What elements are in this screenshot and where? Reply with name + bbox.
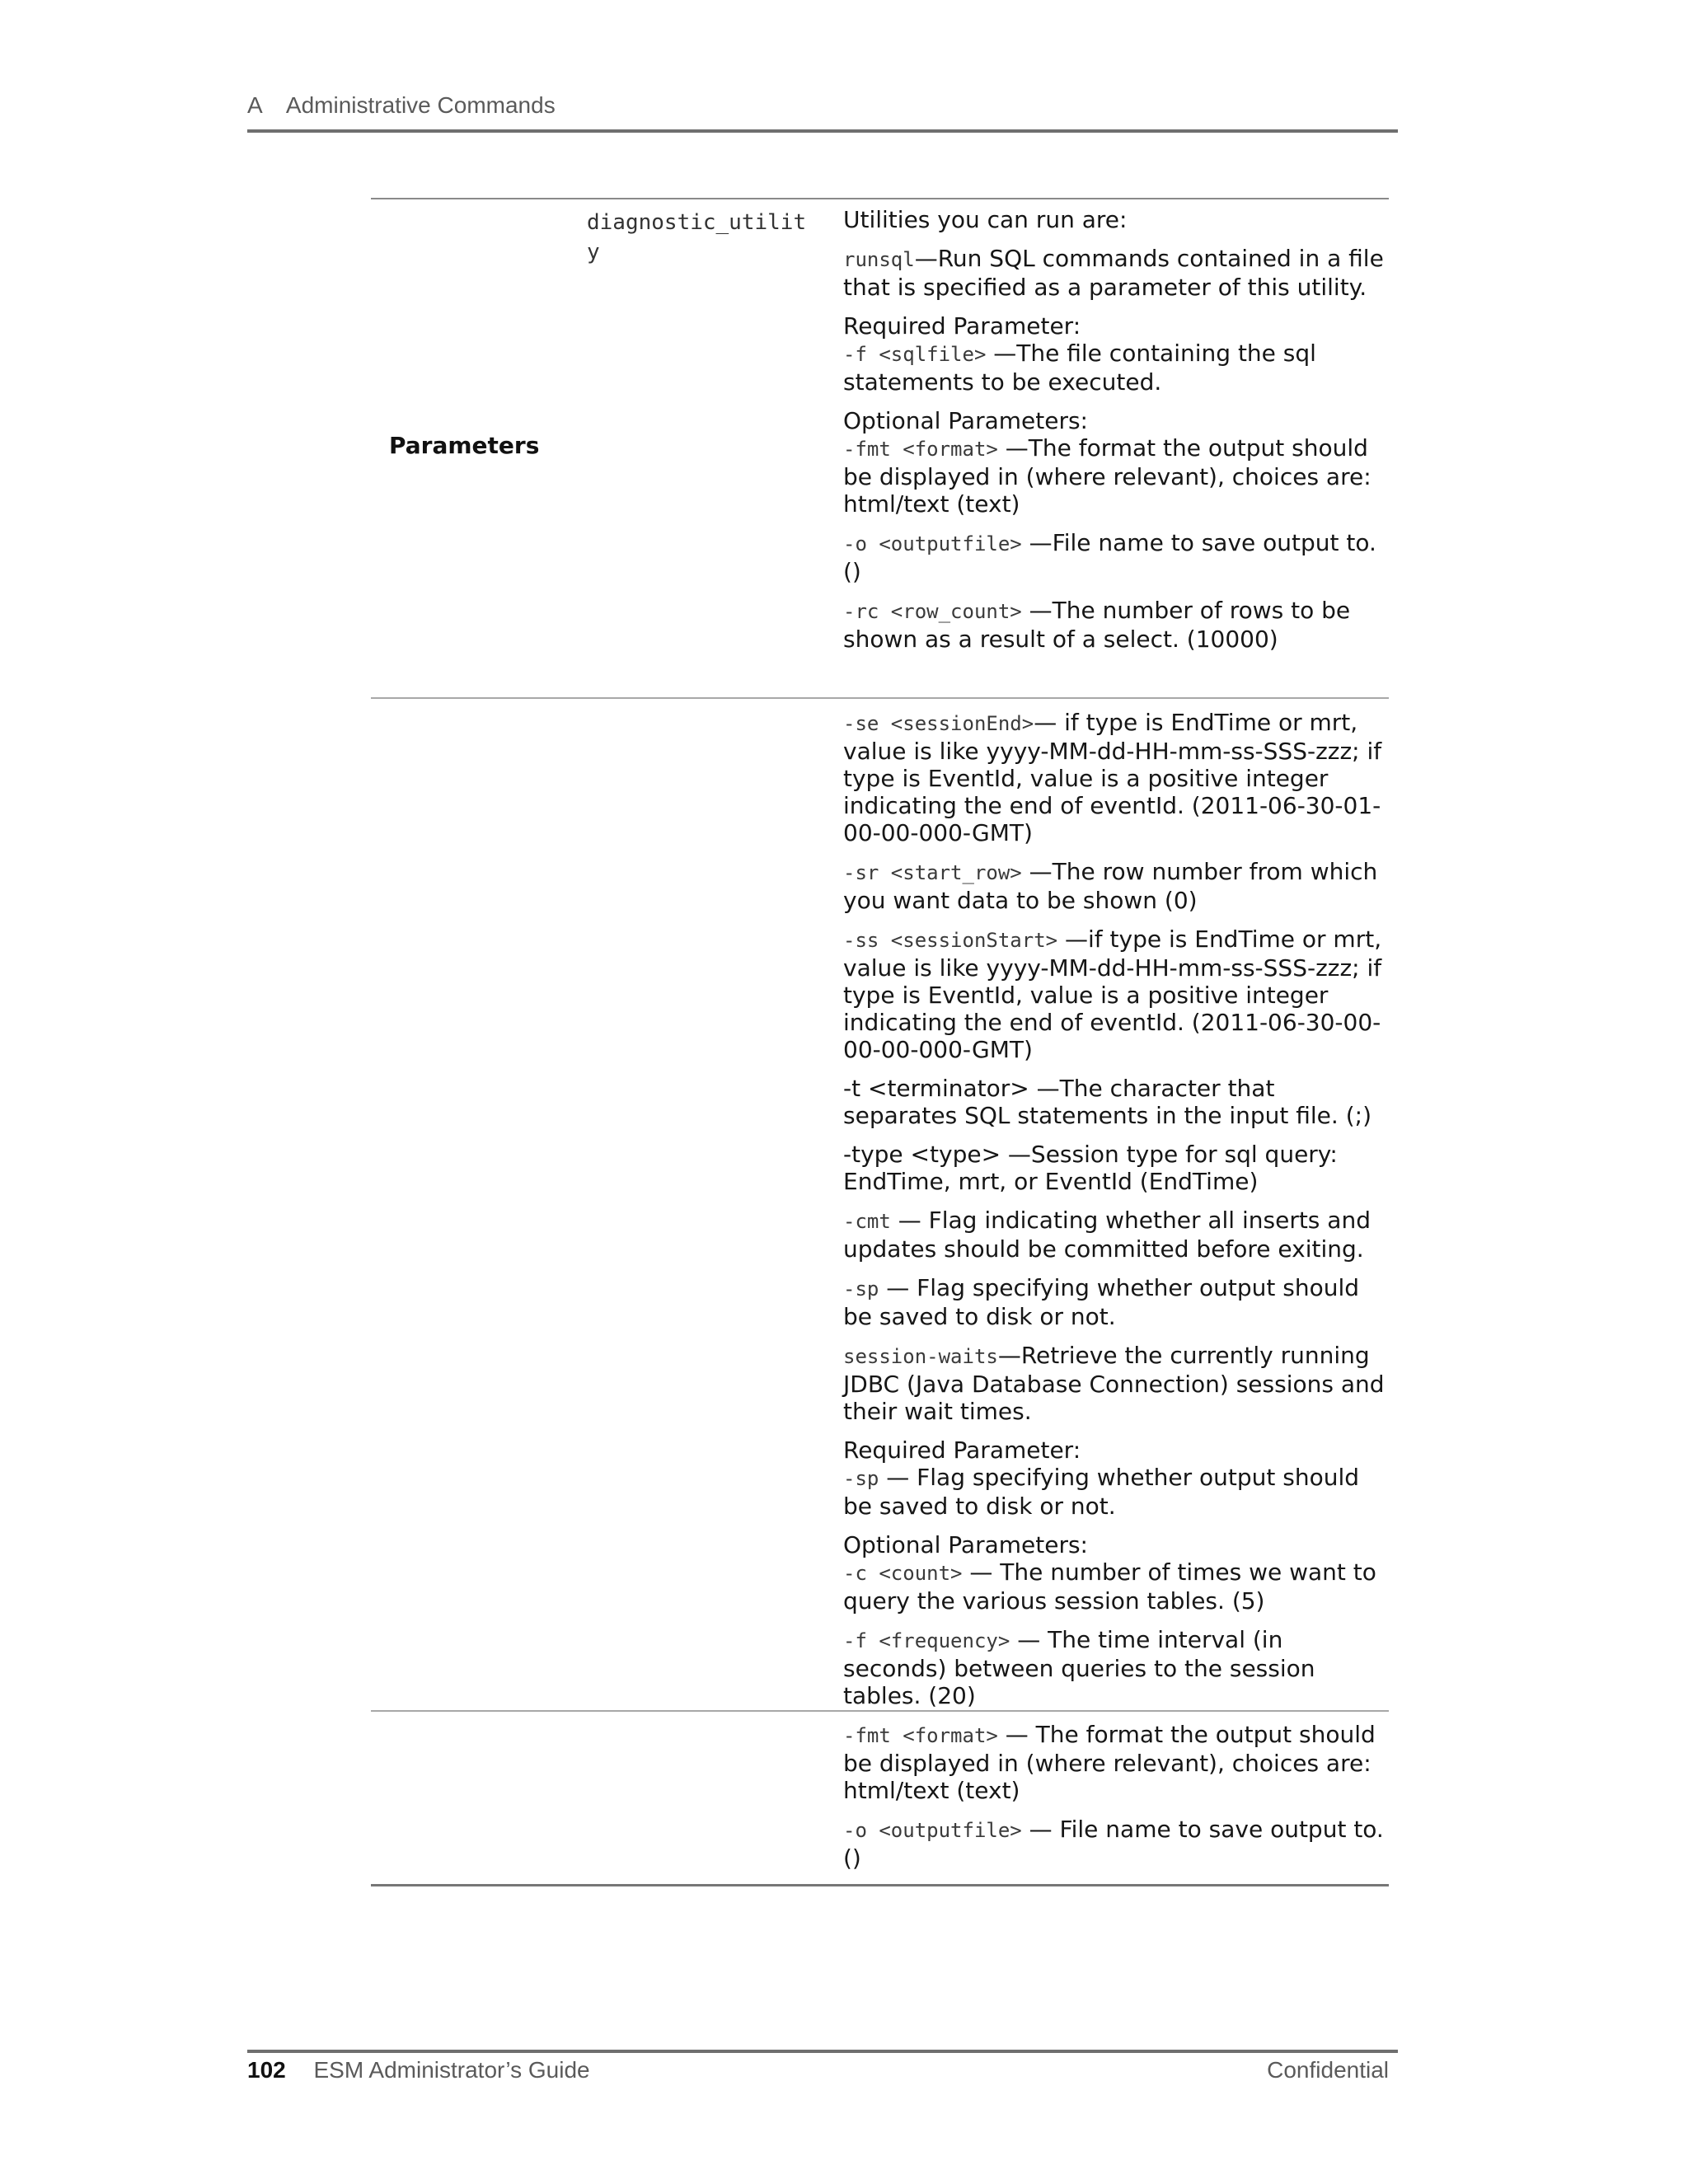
runsql-optional bbox=[843, 407, 1387, 518]
footer-rule bbox=[247, 2050, 1398, 2053]
utilities-intro: Utilities you can run are: bbox=[843, 206, 1128, 233]
page-footer bbox=[247, 2057, 1389, 2090]
outputfile-flag: -o <outputfile> bbox=[843, 532, 1022, 555]
session-start-flag: -ss <sessionStart> bbox=[843, 929, 1058, 952]
required-label: Required Parameter: bbox=[843, 312, 1081, 340]
format-entry-2 bbox=[843, 1721, 1387, 1804]
commit-entry bbox=[843, 1207, 1387, 1263]
runsql-entry bbox=[843, 245, 1387, 301]
confidential-label: Confidential bbox=[1267, 2057, 1389, 2083]
sqlfile-description: —The file containing the sql statements to be executed. bbox=[843, 340, 1316, 396]
format-flag: -fmt <format> bbox=[843, 438, 998, 461]
parameters-label: Parameters bbox=[389, 432, 540, 459]
save-output-flag: -sp bbox=[843, 1277, 879, 1301]
outputfile-entry-2 bbox=[843, 1816, 1387, 1872]
commit-description: — Flag indicating whether all inserts and updates should be committed before exiting. bbox=[843, 1207, 1371, 1263]
table-cell-block-1 bbox=[843, 206, 1387, 664]
row-count-description: —The number of rows to be shown as a result of a select. (10000) bbox=[843, 597, 1351, 653]
start-row-entry bbox=[843, 858, 1387, 914]
row-count-flag: -rc <row_count> bbox=[843, 600, 1022, 623]
session-start-description: —if type is EndTime or mrt, value is like yyyy-MM-dd-HH-mm-ss-SSS-zzz; if type is EventId, value is a positive integer indicating the end of eventId. (2011-06-30-00-00-00-000-GMT) bbox=[843, 926, 1382, 1063]
start-row-description: —The row number from which you want data to be shown (0) bbox=[843, 858, 1378, 914]
header-rule bbox=[247, 129, 1398, 133]
optional-label: Optional Parameters: bbox=[843, 1531, 1088, 1558]
running-header bbox=[247, 92, 1398, 119]
type-entry: -type <type> —Session type for sql query: EndTime, mrt, or EventId (EndTime) bbox=[843, 1141, 1338, 1195]
format-description-2: — The format the output should be displayed in (where relevant), choices are: html/text (text) bbox=[843, 1721, 1376, 1804]
session-end-description: — if type is EndTime or mrt, value is like yyyy-MM-dd-HH-mm-ss-SSS-zzz; if type is EventId, value is a positive integer indicating the end of eventId. (2011-06-30-01-00-00-000-GMT) bbox=[843, 709, 1382, 846]
runsql-required bbox=[843, 312, 1387, 396]
row-count-entry bbox=[843, 597, 1387, 653]
outputfile-flag-2: -o <outputfile> bbox=[843, 1819, 1022, 1842]
count-description: — The number of times we want to query the various session tables. (5) bbox=[843, 1558, 1376, 1615]
optional-label: Optional Parameters: bbox=[843, 407, 1088, 434]
page-number: 102 bbox=[247, 2057, 286, 2083]
session-waits-optional bbox=[843, 1531, 1387, 1615]
table-row-rule-2 bbox=[371, 1710, 1389, 1712]
session-waits-required bbox=[843, 1436, 1387, 1520]
start-row-flag: -sr <start_row> bbox=[843, 861, 1022, 884]
session-end-flag: -se <sessionEnd> bbox=[843, 712, 1034, 735]
table-top-rule bbox=[371, 198, 1389, 199]
appendix-letter: A bbox=[247, 92, 263, 118]
sqlfile-flag: -f <sqlfile> bbox=[843, 343, 987, 366]
outputfile-description-2: — File name to save output to. () bbox=[843, 1816, 1384, 1872]
parameter-name: diagnostic_utility bbox=[587, 210, 807, 265]
save-output-description: — Flag specifying whether output should be saved to disk or not. bbox=[843, 1274, 1360, 1330]
format-flag-2: -fmt <format> bbox=[843, 1724, 998, 1747]
save-output-description-2: — Flag specifying whether output should be saved to disk or not. bbox=[843, 1464, 1360, 1520]
outputfile-description: —File name to save output to. () bbox=[843, 529, 1376, 585]
session-waits-description: —Retrieve the currently running JDBC (Java Database Connection) sessions and their wait times. bbox=[843, 1342, 1385, 1425]
session-waits-command: session-waits bbox=[843, 1345, 998, 1368]
table-cell-block-3 bbox=[843, 1721, 1387, 1872]
format-description: —The format the output should be displayed in (where relevant), choices are: html/text (text) bbox=[843, 434, 1372, 518]
commit-flag: -cmt bbox=[843, 1210, 891, 1233]
appendix-title: Administrative Commands bbox=[285, 92, 556, 118]
guide-title: ESM Administrator’s Guide bbox=[313, 2057, 590, 2083]
table-row-rule bbox=[371, 697, 1389, 699]
table-cell-block-2 bbox=[843, 709, 1387, 1709]
frequency-entry bbox=[843, 1626, 1387, 1709]
session-end-entry bbox=[843, 709, 1387, 846]
save-output-flag-2: -sp bbox=[843, 1467, 879, 1490]
frequency-flag: -f <frequency> bbox=[843, 1629, 1010, 1652]
save-output-entry bbox=[843, 1274, 1387, 1330]
terminator-entry: -t <terminator> —The character that separates SQL statements in the input file. (;) bbox=[843, 1075, 1372, 1129]
session-start-entry bbox=[843, 926, 1387, 1063]
runsql-description: —Run SQL commands contained in a file that is specified as a parameter of this utility. bbox=[843, 245, 1384, 301]
count-flag: -c <count> bbox=[843, 1562, 963, 1585]
outputfile-entry bbox=[843, 529, 1387, 585]
frequency-description: — The time interval (in seconds) between queries to the session tables. (20) bbox=[843, 1626, 1315, 1709]
session-waits-entry bbox=[843, 1342, 1387, 1425]
table-bottom-rule bbox=[371, 1884, 1389, 1886]
runsql-command: runsql bbox=[843, 248, 915, 271]
required-label: Required Parameter: bbox=[843, 1436, 1081, 1464]
